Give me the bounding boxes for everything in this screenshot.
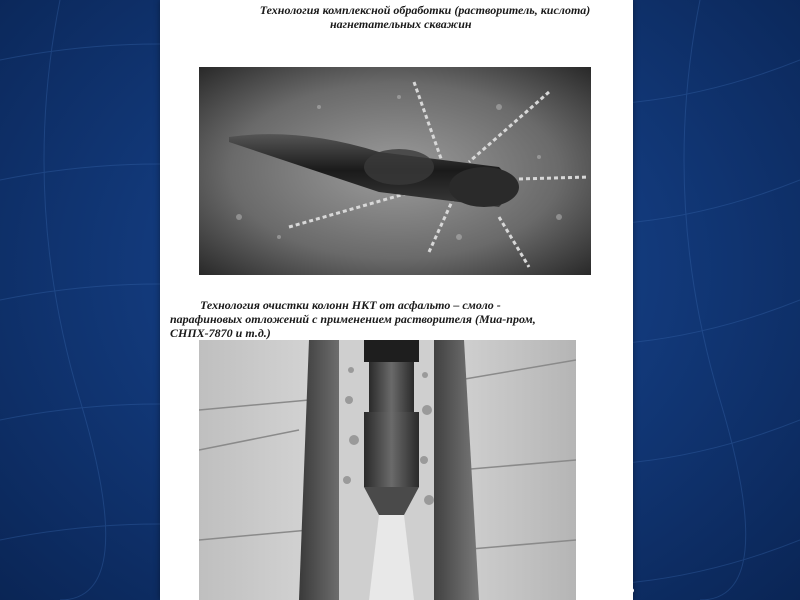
caption-middle-line1: Технология очистки колонн НКТ от асфальто – смоло - [200,298,501,312]
well-treatment-illustration [199,67,591,275]
caption-middle-line2: парафиновых отложений с применением растворителя (Миа-пром, [170,312,536,326]
slide-marker-dot [629,588,634,593]
caption-middle [170,298,630,340]
caption-middle-line3: СНПХ-7870 и т.д.) [170,326,271,340]
tubing-cleaning-illustration [199,340,576,600]
caption-top-line2: нагнетательных скважин [330,17,472,31]
caption-top-line1: Технология комплексной обработки (растворитель, кислота) [259,3,591,17]
photo-tubing-cleaning [199,340,576,600]
caption-top [215,3,635,31]
photo-well-treatment [199,67,591,275]
